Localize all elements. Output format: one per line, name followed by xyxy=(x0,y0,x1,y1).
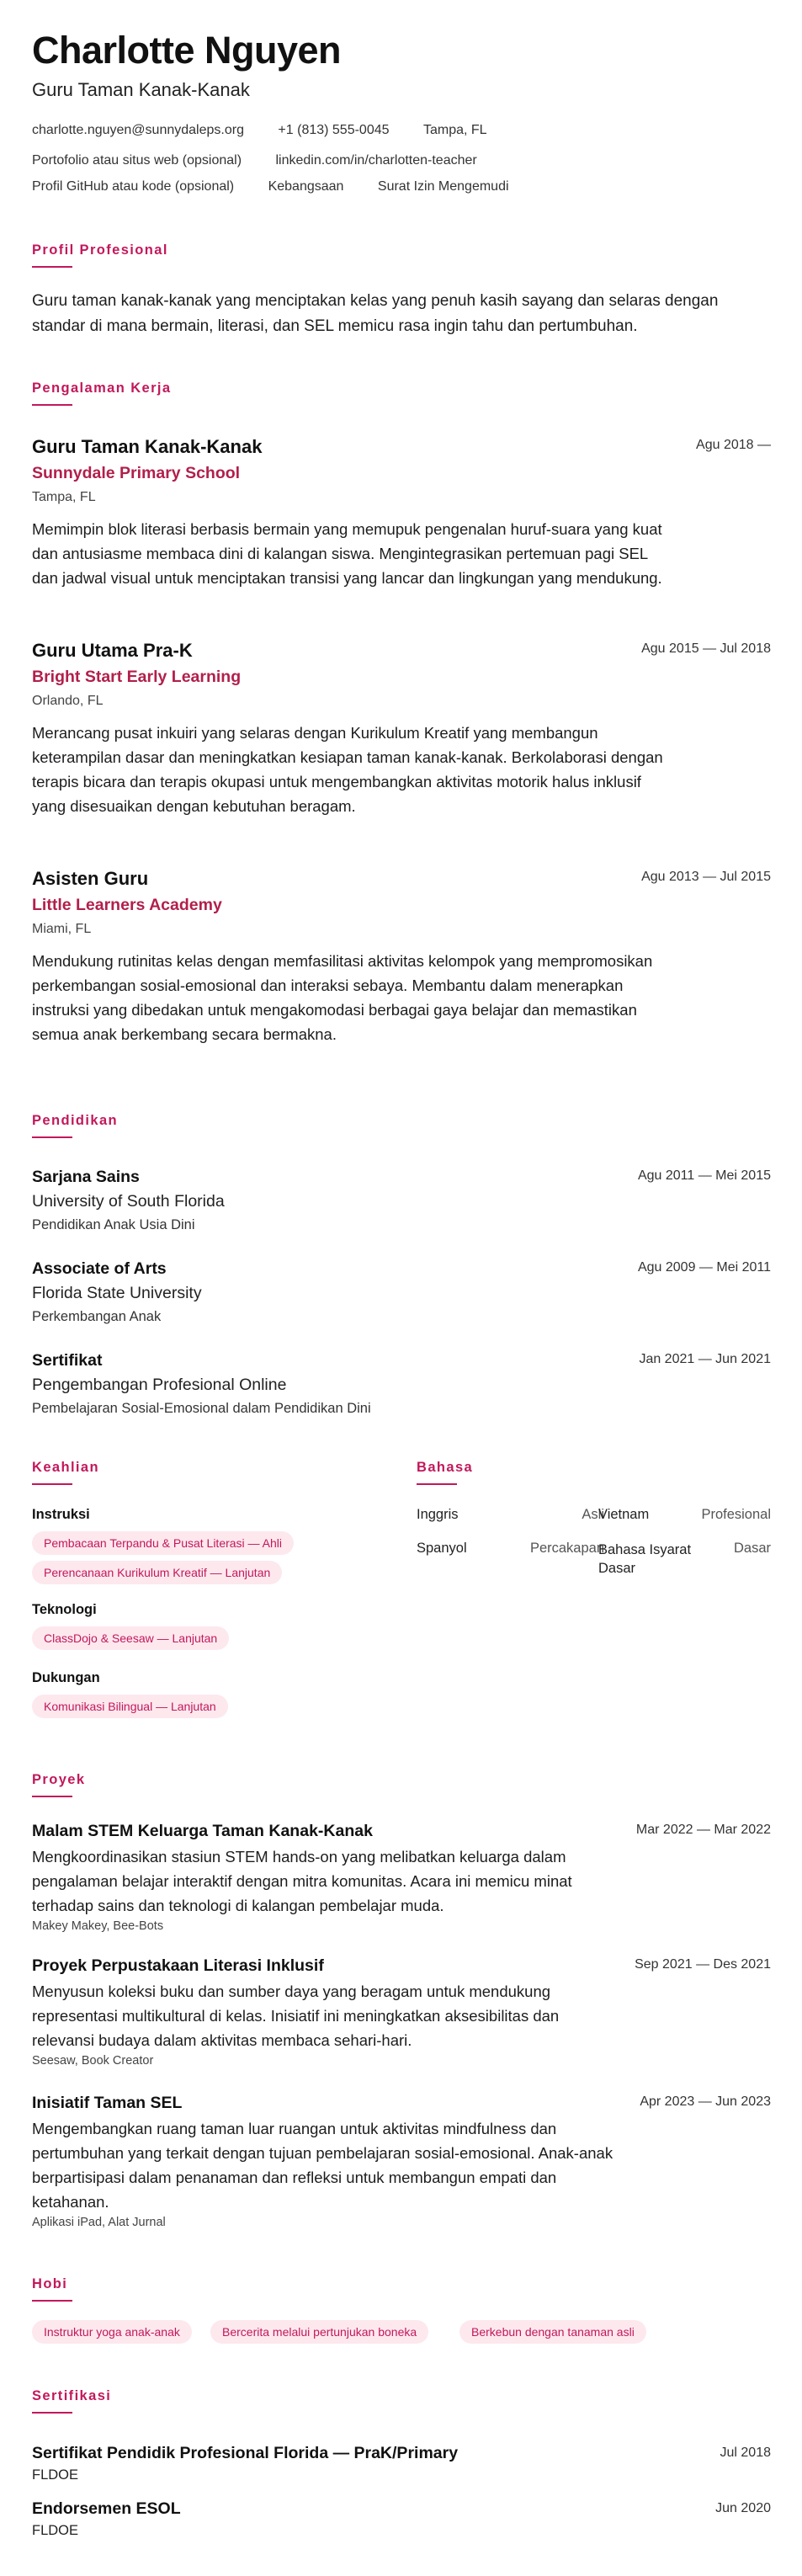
job-title: Asisten Guru xyxy=(32,868,149,889)
education-section-title: Pendidikan xyxy=(32,1113,119,1128)
profile-section-title: Profil Profesional xyxy=(32,242,168,258)
contact-portfolio[interactable]: Portofolio atau situs web (opsional) xyxy=(32,153,242,168)
job-description: Mendukung rutinitas kelas dengan memfasilitasi aktivitas kelompok yang mempromosikan perkembangan sosial-emosional dan interaksi sebaya. Membantu dalam menerapkan instruksi yang dibedakan untuk mengakomodasi berbagai gaya belajar dan memastikan semua anak berkembang secara bermakna. xyxy=(32,952,653,1043)
certification-issuer: FLDOE xyxy=(32,2523,79,2538)
contact-github[interactable]: Profil GitHub atau kode (opsional) xyxy=(32,179,235,194)
skills-section-rule xyxy=(32,1483,72,1485)
resume-subtitle: Guru Taman Kanak-Kanak xyxy=(32,79,250,100)
certifications-section-title: Sertifikasi xyxy=(32,2388,112,2403)
certification-date: Jun 2020 xyxy=(715,2501,771,2515)
contact-linkedin[interactable]: linkedin.com/in/charlotten-teacher xyxy=(275,153,477,168)
skill-pill: Perencanaan Kurikulum Kreatif — Lanjutan xyxy=(32,1561,282,1584)
project-tech: Seesaw, Book Creator xyxy=(32,2054,154,2068)
education-dates: Agu 2011 — Mei 2015 xyxy=(637,1168,771,1183)
project-tech: Aplikasi iPad, Alat Jurnal xyxy=(32,2216,166,2229)
contact-nationality: Kebangsaan xyxy=(268,179,344,194)
education-field: Perkembangan Anak xyxy=(32,1309,162,1324)
projects-section-rule xyxy=(32,1796,72,1797)
project-title: Malam STEM Keluarga Taman Kanak-Kanak xyxy=(32,1822,373,1840)
job-title: Guru Utama Pra-K xyxy=(32,640,193,661)
certification-date: Jul 2018 xyxy=(720,2446,771,2460)
job-dates: Agu 2015 — Jul 2018 xyxy=(641,641,771,656)
experience-section-rule xyxy=(32,404,72,406)
hobby-pill: Bercerita melalui pertunjukan boneka xyxy=(210,2320,428,2344)
project-dates: Mar 2022 — Mar 2022 xyxy=(635,1823,771,1837)
hobby-pill: Berkebun dengan tanaman asli xyxy=(459,2320,646,2344)
contact-email[interactable]: charlotte.nguyen@sunnydaleps.org xyxy=(32,123,244,137)
education-dates: Agu 2009 — Mei 2011 xyxy=(637,1260,771,1275)
education-degree: Sarjana Sains xyxy=(32,1168,140,1186)
skill-category: Instruksi xyxy=(32,1507,90,1522)
job-title: Guru Taman Kanak-Kanak xyxy=(32,436,263,457)
skill-category: Teknologi xyxy=(32,1602,97,1617)
profile-section-rule xyxy=(32,266,72,268)
job-company: Bright Start Early Learning xyxy=(32,668,242,686)
profile-text-line-2: standar di mana bermain, literasi, dan SEL memicu rasa ingin tahu dan pertumbuhan. xyxy=(32,317,638,335)
projects-section-title: Proyek xyxy=(32,1772,86,1787)
hobbies-section-rule xyxy=(32,2300,72,2302)
certifications-section-rule xyxy=(32,2412,72,2414)
languages-section-title: Bahasa xyxy=(417,1460,474,1475)
language-level: Dasar xyxy=(733,1541,771,1556)
job-location: Tampa, FL xyxy=(32,490,96,504)
education-degree: Associate of Arts xyxy=(32,1259,167,1278)
job-dates: Agu 2013 — Jul 2015 xyxy=(641,870,771,884)
skill-pill: Pembacaan Terpandu & Pusat Literasi — Ahli xyxy=(32,1531,294,1555)
education-degree: Sertifikat xyxy=(32,1351,103,1370)
language-name: Inggris xyxy=(417,1507,459,1522)
profile-text-line-1: Guru taman kanak-kanak yang menciptakan kelas yang penuh kasih sayang dan selaras dengan xyxy=(32,292,719,310)
project-tech: Makey Makey, Bee-Bots xyxy=(32,1919,164,1933)
skill-pill: ClassDojo & Seesaw — Lanjutan xyxy=(32,1626,229,1650)
job-location: Miami, FL xyxy=(32,922,92,936)
education-school: Florida State University xyxy=(32,1284,202,1302)
hobbies-section-title: Hobi xyxy=(32,2276,68,2291)
project-description: Menyusun koleksi buku dan sumber daya yang beragam untuk mendukung representasi multikultural di kelas. Inisiatif ini meningkatkan aksesibilitas dan relevansi budaya dalam aktivitas membaca sehari-hari. xyxy=(32,1983,560,2049)
education-field: Pembelajaran Sosial-Emosional dalam Pendidikan Dini xyxy=(32,1401,371,1416)
certification-title: Sertifikat Pendidik Profesional Florida — PraK/Primary xyxy=(32,2444,459,2462)
education-section-rule xyxy=(32,1136,72,1138)
project-description: Mengembangkan ruang taman luar ruangan untuk aktivitas mindfulness dan pertumbuhan yang terkait dengan tujuan pembelajaran sosial-emosional. Anak-anak berpartisipasi dalam penanaman dan refleksi untuk membangun empati dan ketahanan. xyxy=(32,2120,613,2211)
project-description: Mengkoordinasikan stasiun STEM hands-on yang melibatkan keluarga dalam pengalaman belajar interaktif dengan mitra komunitas. Acara ini memicu minat terhadap sains dan teknologi di kalangan pembelajar muda. xyxy=(32,1848,572,1914)
certification-issuer: FLDOE xyxy=(32,2467,79,2483)
skill-category: Dukungan xyxy=(32,1670,100,1685)
certification-title: Endorsemen ESOL xyxy=(32,2499,181,2518)
languages-section-rule xyxy=(417,1483,457,1485)
education-dates: Jan 2021 — Jun 2021 xyxy=(639,1352,771,1366)
language-name: Bahasa Isyarat Dasar xyxy=(598,1542,692,1576)
skills-section-title: Keahlian xyxy=(32,1460,99,1475)
job-location: Orlando, FL xyxy=(32,694,104,708)
project-dates: Apr 2023 — Jun 2023 xyxy=(640,2094,771,2109)
contact-phone[interactable]: +1 (813) 555-0045 xyxy=(278,123,390,137)
language-name: Spanyol xyxy=(417,1541,467,1556)
contact-row-2 xyxy=(32,153,507,168)
education-school: University of South Florida xyxy=(32,1192,225,1211)
job-dates: Agu 2018 — xyxy=(696,438,771,452)
language-level: Profesional xyxy=(701,1507,771,1522)
project-title: Inisiatif Taman SEL xyxy=(32,2094,183,2112)
job-company: Sunnydale Primary School xyxy=(32,464,241,482)
education-field: Pendidikan Anak Usia Dini xyxy=(32,1217,195,1232)
job-company: Little Learners Academy xyxy=(32,896,222,914)
resume-page xyxy=(32,0,771,2576)
project-dates: Sep 2021 — Des 2021 xyxy=(635,1957,771,1972)
language-name: Vietnam xyxy=(598,1507,650,1522)
resume-name: Charlotte Nguyen xyxy=(32,29,342,72)
job-description: Memimpin blok literasi berbasis bermain yang memupuk pengenalan huruf-suara yang kuat dan antusiasme membaca dini di kalangan siswa. Mengintegrasikan pertemuan pagi SEL dan jadwal visual untuk menciptakan transisi yang lancar dan lingkungan yang mendukung. xyxy=(32,520,662,587)
project-title: Proyek Perpustakaan Literasi Inklusif xyxy=(32,1956,324,1975)
contact-license: Surat Izin Mengemudi xyxy=(377,179,509,194)
skill-pill: Komunikasi Bilingual — Lanjutan xyxy=(32,1695,228,1718)
language-level: Percakapan xyxy=(529,1541,604,1556)
education-school: Pengembangan Profesional Online xyxy=(32,1376,287,1394)
experience-section-title: Pengalaman Kerja xyxy=(32,381,172,396)
language-level: Asli xyxy=(582,1507,604,1522)
hobby-pill: Instruktur yoga anak-anak xyxy=(32,2320,192,2344)
contact-row-1 xyxy=(32,123,518,138)
contact-location: Tampa, FL xyxy=(422,123,487,137)
contact-row-3 xyxy=(32,179,539,194)
job-description: Merancang pusat inkuiri yang selaras dengan Kurikulum Kreatif yang membangun keterampilan dasar dan meningkatkan kesiapan taman kanak-kanak. Berkolaborasi dengan terapis bicara dan terapis okupasi untuk mengembangkan aktivitas motorik halus inklusif yang disesuaikan dengan kebutuhan beragam. xyxy=(32,724,663,815)
